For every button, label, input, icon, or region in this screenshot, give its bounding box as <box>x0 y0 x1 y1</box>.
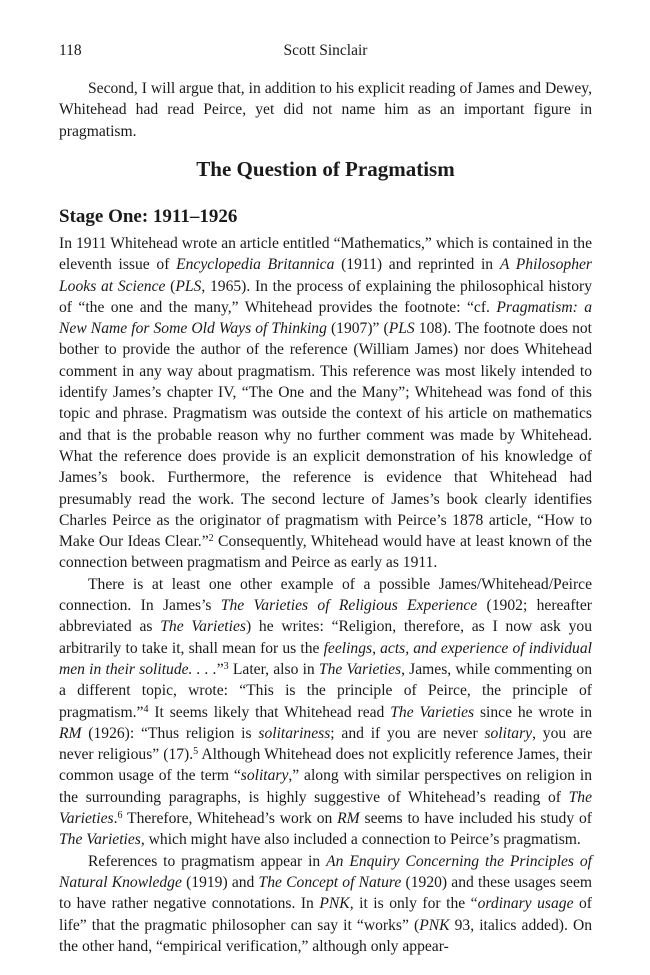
text-run: 93, italics added). On the other hand, “empirical verification,” although only appear- <box>59 916 592 955</box>
page-number: 118 <box>59 42 82 59</box>
text-run: There is at least one other example of a possible James/Whitehead/Peirce connection. In James’s <box>59 575 592 615</box>
text-run: , you are never religious” (17). <box>59 724 592 764</box>
section-title: The Question of Pragmatism <box>196 157 455 181</box>
italic-abbrev: PNK, <box>319 895 354 913</box>
italic-abbrev: RM <box>59 724 82 742</box>
text-run: ( <box>165 277 176 295</box>
italic-abbrev: PLS <box>388 320 415 338</box>
italic-abbrev: PLS <box>175 277 202 295</box>
intro-paragraph: Second, I will argue that, in addition to his explicit reading of James and Dewey, Whitehead had read Peirce, yet did not name him as an important figure in pragmatism. <box>59 80 592 140</box>
italic-term: solitary <box>484 724 533 742</box>
italic-title: Encyclopedia Britannica <box>176 256 335 274</box>
italic-title: The Varieties <box>160 618 246 636</box>
italic-title: The Concept of Nature <box>258 873 402 891</box>
text-run: of life” that the pragmatic philosopher can say it “works” ( <box>59 895 592 934</box>
text-run: In 1911 Whitehead wrote an article entitled “Mathematics,” which is contained in the eleventh issue of <box>59 235 592 274</box>
text-run: Later, also in <box>228 660 319 678</box>
text-run: 108). The footnote does not bother to provide the author of the reference (William James) nor does Whitehead comment in any way about pragmatism. This reference was most likely intended to identify James’s chapter IV, “The One and the Many”; Whitehead was fond of this topic and phrase. Pragmatism was outside the context of his article on mathematics and that is the probable reason why no further comment was made by Whitehead. What the reference does provide is an explicit demonstration of his knowledge of James’s book. Furthermore, the reference is evidence that Whitehead had presumably read the work. The second lecture of James’s book clearly identifies Charles Peirce as the originator of pragmatism with Peirce’s 1878 article, “How to Make Our Ideas Clear.” <box>59 320 592 551</box>
text-run: References to pragmatism appear in <box>88 852 327 870</box>
italic-term: solitary <box>240 767 289 785</box>
italic-term: solitariness <box>258 724 331 742</box>
footnote-marker: 6 <box>117 810 123 822</box>
italic-abbrev: PNK <box>419 916 450 934</box>
paragraph-2 <box>59 574 592 851</box>
text-run: (1902; hereafter abbreviated as <box>59 597 592 636</box>
text-run: (1920) and these usages seem to have rather negative connotations. In <box>59 873 593 913</box>
italic-title: Pragmatism: a New Name for Some Old Ways of Thinking <box>59 298 592 338</box>
text-run: It seems likely that Whitehead read <box>148 703 391 721</box>
italic-title: The Varieties <box>318 660 402 678</box>
text-run: since he wrote in <box>474 703 592 721</box>
text-run: . <box>113 810 118 828</box>
text-run: , which might have also included a connection to Peirce’s pragmatism. <box>140 831 581 849</box>
text-run: Although Whitehead does not explicitly reference James, their common usage of the term “ <box>59 746 593 785</box>
text-run: seems to have included his study of <box>359 810 592 828</box>
intro-block <box>59 78 592 142</box>
running-head-author: Scott Sinclair <box>283 42 368 59</box>
subsection-title: Stage One: 1911–1926 <box>59 206 238 227</box>
text-run: ,” along with similar perspectives on religion in the surrounding paragraphs, is highly suggestive of Whitehead’s reading of <box>59 767 592 806</box>
italic-title: The Varieties of Religious Experience <box>220 597 478 615</box>
italic-title: An Enquiry Concerning the Principles of Natural Knowledge <box>59 852 592 891</box>
text-run: ” <box>216 660 224 678</box>
text-run: ; and if you are never <box>330 724 485 742</box>
italic-title: The Varieties <box>390 703 475 721</box>
footnote-marker: 5 <box>193 746 199 758</box>
italic-title: The Varieties <box>59 788 592 828</box>
body-text <box>59 233 592 957</box>
footnote-marker: 4 <box>143 703 149 715</box>
text-run: ) he writes: “Religion, therefore, as I now ask you arbitrarily to take it, shall mean for us the <box>59 618 592 657</box>
footnote-marker: 3 <box>223 660 229 672</box>
paragraph-3 <box>59 851 592 957</box>
text-run: (1911) and reprinted in <box>334 256 500 274</box>
text-run: (1926): “Thus religion is <box>81 724 259 742</box>
italic-abbrev: RM <box>337 810 360 828</box>
italic-quote: feelings, acts, and experience of individual men in their solitude. . . . <box>59 639 592 678</box>
text-run: , James, while commenting on a different topic, wrote: “This is the principle of Peirce, the principle of pragmatism.” <box>59 660 592 721</box>
text-run: Therefore, Whitehead’s work on <box>122 810 338 828</box>
italic-title: A Philosopher Looks at Science <box>59 256 592 295</box>
text-run: , 1965). In the process of explaining the philosophical history of “the one and the many,” Whitehead provides the footnote: “cf. <box>59 277 593 316</box>
running-head <box>59 42 592 62</box>
text-run: (1907)” ( <box>326 320 389 338</box>
footnote-marker: 2 <box>208 533 214 545</box>
text-run: (1919) and <box>181 873 259 891</box>
italic-term: ordinary usage <box>477 895 574 913</box>
italic-title: The Varieties <box>59 831 141 849</box>
text-run: Consequently, Whitehead would have at least known of the connection between pragmatism and Peirce as early as 1911. <box>59 533 592 572</box>
paragraph-1 <box>59 233 592 574</box>
text-run: it is only for the “ <box>353 895 478 913</box>
